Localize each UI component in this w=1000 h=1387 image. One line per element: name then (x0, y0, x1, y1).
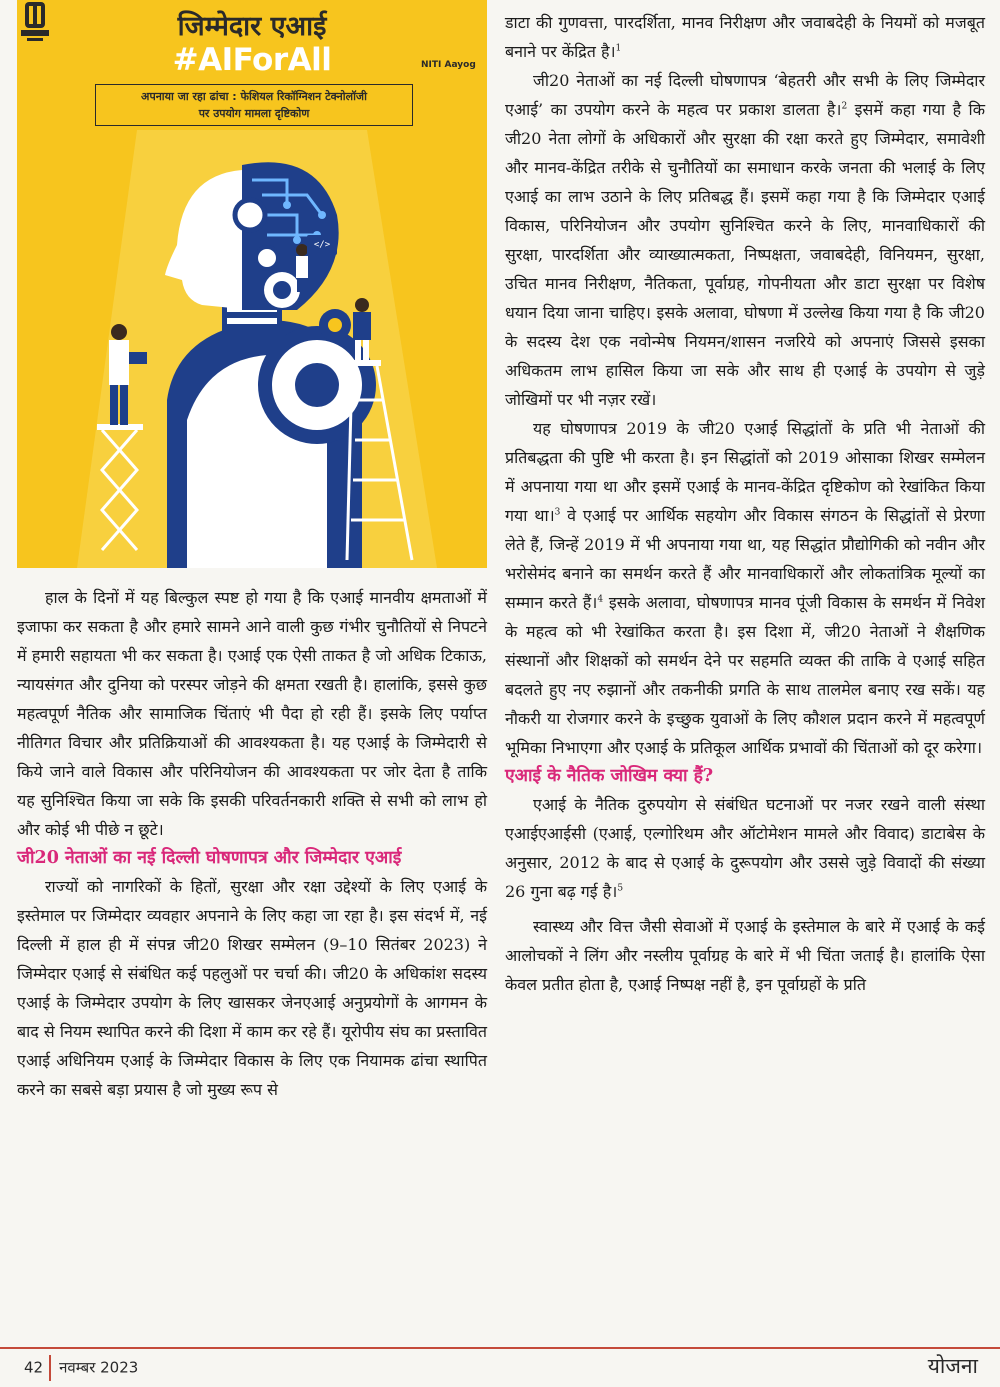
national-emblem-icon (17, 0, 53, 42)
declaration-paragraph (505, 66, 985, 414)
poster-banner-line1: अपनाया जा रहा ढांचा : फेशियल रिकॉग्निशन टेक्नोलॉजी (141, 90, 367, 103)
footer-rule (0, 1347, 1000, 1349)
poster-illustration (17, 0, 487, 568)
footnote-ref-3: 3 (554, 507, 561, 518)
continued-paragraph (505, 8, 985, 66)
ethics-text: एआई के नैतिक दुरुपयोग से संबंधित घटनाओं पर नजर रखने वाली संस्था एआईएआईसी (एआई, एल्गोरिथम और ऑटोमेशन मामले और विवाद) डाटाबेस के अनुसार, 2012 के बाद से एआई के दुरूपयोग और उससे जुड़े विवादों की संख्या 26 गुना बढ़ गई है। (505, 795, 985, 901)
g20-paragraph: राज्यों को नागरिकों के हितों, सुरक्षा और रक्षा उद्देश्यों के लिए एआई के इस्तेमाल पर जिम्मेदार व्यवहार अपनाने के लिए कहा जा रहा है। इस संदर्भ में, नई दिल्ली में हाल ही में संपन्न जी20 शिखर सम्मेलन (9–10 सितंबर 2023) ने जिम्मेदार एआई से संबंधित कई पहलुओं पर चर्चा की। जी20 के अधिकांश सदस्य एआई के जिम्मेदार उपयोग के लिए खासकर जेनएआई अनुप्रयोगों के आगमन के बाद से नियम स्थापित करने की दिशा में काम कर रहे हैं। यूरोपीय संघ का प्रस्तावित एआई अधिनियम एआई के जिम्मेदार विकास के लिए एक नियामक ढांचा स्थापित करने का सबसे बड़ा प्रयास है जो मुख्य रूप से (17, 877, 487, 1099)
poster-banner (95, 84, 413, 126)
code-bubble: </> (307, 235, 337, 255)
footnote-ref-5: 5 (617, 883, 624, 894)
bias-paragraph: स्वास्थ्य और वित्त जैसी सेवाओं में एआई के इस्तेमाल के बारे में एआई के कई आलोचकों ने लिंग और नस्लीय पूर्वाग्रह के बारे में भी चिंता जताई है। हालांकि ऐसा केवल प्रतीत होता है, एआई निष्पक्ष नहीं है, इन पूर्वाग्रहों के प्रति (505, 917, 985, 994)
section-heading-ethics: एआई के नैतिक जोखिम क्या हैं? (505, 766, 714, 786)
left-column (17, 583, 487, 1104)
continued-text: डाटा की गुणवत्ता, पारदर्शिता, मानव निरीक्षण और जवाबदेही के नियमों को मजबूत बनाने पर केंद्रित है। (505, 13, 985, 61)
footnote-ref-4: 4 (597, 594, 604, 605)
right-column (505, 8, 985, 999)
ethics-paragraph (505, 790, 985, 906)
poster-banner-line2: पर उपयोग मामला दृष्टिकोण (198, 107, 310, 120)
declaration-text-b: इसमें कहा गया है कि जी20 नेता लोगों के अधिकारों और सुरक्षा की रक्षा करते हुए जिम्मेदार, समावेशी और मानव-केंद्रित तरीके से चुनौतियों का समाधान करके जनता की भलाई के लिए एआई का लाभ उठाने के लिए प्रतिबद्ध हैं। इसमें कहा गया है कि जिम्मेदार एआई विकास, परिनियोजन और उपयोग सुनिश्चित करने के लिए, मानवाधिकारों की सुरक्षा, पारदर्शिता और व्याख्यात्मकता, निष्पक्षता, जवाबदेही, विनियमन, सुरक्षा, उचित मानव निरीक्षण, नैतिकता, पूर्वाग्रह, गोपनीयता और डाटा सुरक्षा पर विशेष धयान दिया जाना चाहिए। इसके अलावा, घोषणा में उल्लेख किया गया है कि जी20 के सदस्य देश एक नवोन्मेष नियमन/शासन नजरिये को अपनाएं जिससे इसका अधिकतम लाभ हासिल किया जा सके और साथ ही एआई के उपयोग से जुड़े जोखिमों पर भी नज़र रखें। (505, 100, 985, 409)
page-number: 42 (24, 1358, 44, 1377)
footnote-ref-2: 2 (841, 101, 848, 112)
footer-divider (49, 1355, 51, 1381)
poster-hashtag: #AIForAll (172, 42, 332, 78)
footer-left (24, 1355, 138, 1381)
principles-text-b: वे एआई पर आर्थिक सहयोग और विकास संगठन के सिद्धांतों से प्रेरणा लेते हैं, जिन्हें 2019 में भी अपनाया गया था, यह सिद्धांत प्रौद्योगिकी को नवीन और भरोसेमंद बनाने का समर्थन करते हैं और मानवाधिकारों और लोकतांत्रिक मूल्यों का सम्मान करते हैं। (505, 506, 985, 612)
principles-text-a: यह घोषणापत्र 2019 के जी20 एआई सिद्धांतों के प्रति भी नेताओं की प्रतिबद्धता की पुष्टि भी करता है। इन सिद्धांतों को 2019 ओसाका शिखर सम्मेलन में अपनाया गया था और इसमें एआई के मानव-केंद्रित दृष्टिकोण को रेखांकित किया गया था। (505, 419, 985, 525)
poster-title: जिम्मेदार एआई (177, 11, 327, 42)
principles-paragraph (505, 414, 985, 762)
magazine-name: योजना (927, 1354, 978, 1378)
principles-text-c: इसके अलावा, घोषणापत्र मानव पूंजी विकास के समर्थन में निवेश के महत्व को भी रेखांकित करता है। इस दिशा में, जी20 नेताओं ने शैक्षणिक संस्थानों और शिक्षकों को समर्थन देने पर सहमति व्यक्त की ताकि वे एआई सहित बदलते हुए नए रुझानों और तकनीकी प्रगति के साथ तालमेल बनाए रख सकें। यह नौकरी या रोजगार करने के इच्छुक युवाओं के लिए कौशल प्रदान करने में महत्वपूर्ण भूमिका निभाएगा और एआई के प्रतिकूल आर्थिक प्रभावों की चिंताओं को दूर करेगा। (505, 593, 985, 757)
section-heading-g20: जी20 नेताओं का नई दिल्ली घोषणापत्र और जिम्मेदार एआई (17, 848, 402, 868)
declaration-text-a: जी20 नेताओं का नई दिल्ली घोषणापत्र ‘बेहतरी और सभी के लिए जिम्मेदार एआई’ का उपयोग करने के महत्व पर प्रकाश डालता है। (505, 71, 985, 119)
niti-aayog-logo: NITI Aayog (421, 60, 476, 70)
intro-paragraph: हाल के दिनों में यह बिल्कुल स्पष्ट हो गया है कि एआई मानवीय क्षमताओं में इजाफा कर सकता है और हमारे सामने आने वाली कुछ गंभीर चुनौतियों से निपटने में हमारी सहायता भी कर सकता है। एआई एक ऐसी ताकत है जो अधिक टिकाऊ, न्यायसंगत और दुनिया को परस्पर जोड़ने की क्षमता रखती है। हालांकि, इससे कुछ महत्वपूर्ण नैतिक और सामाजिक चिंताएं भी पैदा हो रही हैं। इसके लिए पर्याप्त नीतिगत विचार और प्रतिक्रियाओं की आवश्यकता है। यह एआई के जिम्मेदारी से किये जाने वाले विकास और परिनियोजन की आवश्यकता पर जोर देता है ताकि यह सुनिश्चित किया जा सके कि इसकी परिवर्तनकारी शक्ति से सभी को लाभ हो और कोई भी पीछे न छूटे। (17, 588, 487, 839)
issue-date: नवम्बर 2023 (59, 1358, 139, 1377)
footnote-ref-1: 1 (615, 43, 622, 54)
